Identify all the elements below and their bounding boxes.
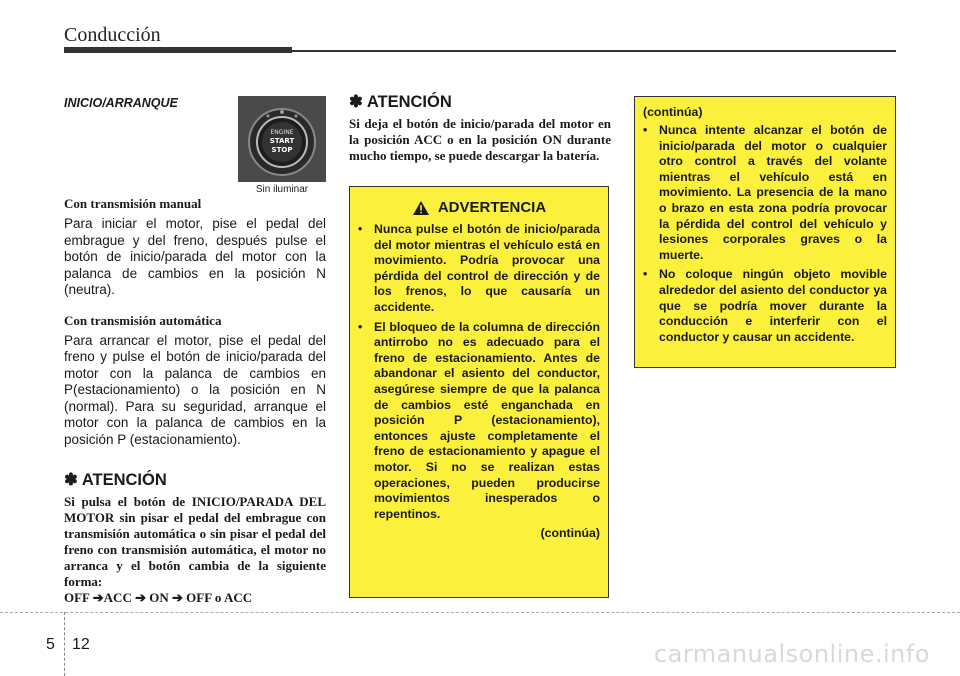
warning-bullet-text: No coloque ningún objeto movible alrededor del asiento del conductor ya que se podría mover durante la conducción e interferir con el conductor y causar un accidente. bbox=[659, 267, 887, 344]
button-text-stop: STOP bbox=[271, 146, 293, 154]
warning-bullet-text: El bloqueo de la columna de dirección antirrobo no es adecuado para el freno de estacionamiento. Antes de abandonar el asiento del conductor, asegúrese siempre de que la palanca de cambios esté enganchada en posición P (estacionamiento), entonces ajuste completamente el freno de estacionamiento y apague el motor. Si no se realizan estas operaciones, pueden producirse movimientos inesperados o repentinos. bbox=[374, 319, 600, 521]
arrow-right-icon: ➔ bbox=[92, 590, 104, 605]
seq-step-1: OFF bbox=[64, 590, 90, 605]
warning-bullet: • No coloque ningún objeto movible alrededor del asiento del conductor ya que se podría mover durante la conducción e interferir con el conductor y causar un accidente. bbox=[643, 267, 887, 344]
attention-text-2: Si deja el botón de inicio/parada del motor en la posición ACC o en la posición ON durante mucho tiempo, se puede descargar la batería. bbox=[349, 116, 611, 163]
continues-label: (continúa) bbox=[540, 526, 600, 541]
start-button-figure bbox=[238, 96, 326, 196]
continued-label: (continúa) bbox=[643, 105, 703, 119]
arrow-right-icon: ➔ bbox=[135, 590, 146, 605]
seq-step-2: ACC bbox=[103, 590, 132, 605]
button-text-start: START bbox=[269, 137, 295, 145]
footer-divider bbox=[0, 612, 960, 613]
warning-box-continued bbox=[634, 96, 896, 368]
warning-box bbox=[349, 186, 609, 598]
figure-caption: Sin iluminar bbox=[255, 184, 309, 195]
arrow-right-icon: ➔ bbox=[172, 590, 183, 605]
attention-text-1: Si pulsa el botón de INICIO/PARADA DEL MOTOR sin pisar el pedal del embrague con transmisión automática o sin pisar el pedal del freno con transmisión automática, el motor no arranca y el botón cambia de la siguiente forma: bbox=[64, 494, 326, 589]
header-bar-thin bbox=[292, 50, 896, 52]
start-button-photo bbox=[238, 96, 326, 182]
manual-transmission-heading: Con transmisión manual bbox=[64, 196, 202, 211]
seq-step-4: OFF o ACC bbox=[186, 590, 253, 605]
header-bar-thick bbox=[64, 47, 292, 53]
page-title: Conducción bbox=[64, 24, 161, 46]
asterisk-icon: ✽ bbox=[64, 471, 82, 489]
page-section-number: 5 bbox=[46, 636, 55, 653]
attention-heading-2 bbox=[349, 92, 611, 112]
warning-title: ADVERTENCIA bbox=[437, 199, 547, 216]
warning-bullet: • El bloqueo de la columna de dirección antirrobo no es adecuado para el freno de estacionamiento. Antes de abandonar el asiento del conductor, asegúrese siempre de que la palanca de cambios esté enganchada en posición P (estacionamiento), entonces ajuste completamente el freno de estacionamiento y apague el motor. Si no se realizan estas operaciones, pueden producirse movimientos inesperados o repentinos. bbox=[358, 319, 600, 521]
footer-vertical-divider bbox=[64, 612, 65, 676]
watermark: carmanualsonline.info bbox=[653, 640, 930, 668]
automatic-transmission-heading: Con transmisión automática bbox=[64, 312, 222, 328]
attention-title-2: ATENCIÓN bbox=[366, 93, 452, 111]
warning-bullet-text: Nunca intente alcanzar el botón de inicio/parada del motor o cualquier otro control a través del volante mientras el vehículo está en movimiento. La presencia de la mano o brazo en esta zona podría provocar la pérdida del control del vehículo y lesiones corporales graves o la muerte. bbox=[659, 123, 887, 262]
page-number: 12 bbox=[72, 636, 90, 653]
warning-header bbox=[358, 199, 600, 216]
column-2 bbox=[349, 92, 611, 164]
automatic-transmission-text: Para arrancar el motor, pise el pedal del freno y pulse el botón de inicio/parada del motor con la palanca de cambios en P(estacionamiento) o la posición en N (normal). Para su seguridad, arranque el motor con la palanca de cambios en la posición P (estacionamiento). bbox=[64, 332, 326, 447]
engine-start-stop-icon bbox=[238, 96, 326, 182]
asterisk-icon: ✽ bbox=[349, 93, 367, 111]
attention-heading-1 bbox=[64, 470, 326, 490]
button-sequence bbox=[64, 590, 326, 606]
button-text-engine: ENGINE bbox=[270, 129, 294, 136]
manual-transmission-text: Para iniciar el motor, pise el pedal del embrague y del freno, después pulse el botón de inicio/parada del motor con la palanca de cambios en la posición N (neutra). bbox=[64, 216, 326, 297]
attention-title-1: ATENCIÓN bbox=[81, 471, 167, 489]
warning-bullet: • Nunca pulse el botón de inicio/parada del motor mientras el vehículo está en movimiento. Podría provocar una pérdida del control de dirección y de los frenos, lo que causaría un accidente. bbox=[358, 222, 600, 314]
seq-step-3: ON bbox=[149, 590, 169, 605]
warning-bullet-text: Nunca pulse el botón de inicio/parada del motor mientras el vehículo está en movimiento. Podría provocar una pérdida del control de dirección y de los frenos, lo que causaría un accidente. bbox=[374, 222, 600, 314]
section-heading: INICIO/ARRANQUE bbox=[64, 96, 178, 110]
warning-bullet: • Nunca intente alcanzar el botón de inicio/parada del motor o cualquier otro control a través del volante mientras el vehículo está en movimiento. La presencia de la mano o brazo en esta zona podría provocar la pérdida del control del vehículo y lesiones corporales graves o la muerte. bbox=[643, 123, 887, 262]
warning-triangle-icon bbox=[412, 200, 430, 216]
